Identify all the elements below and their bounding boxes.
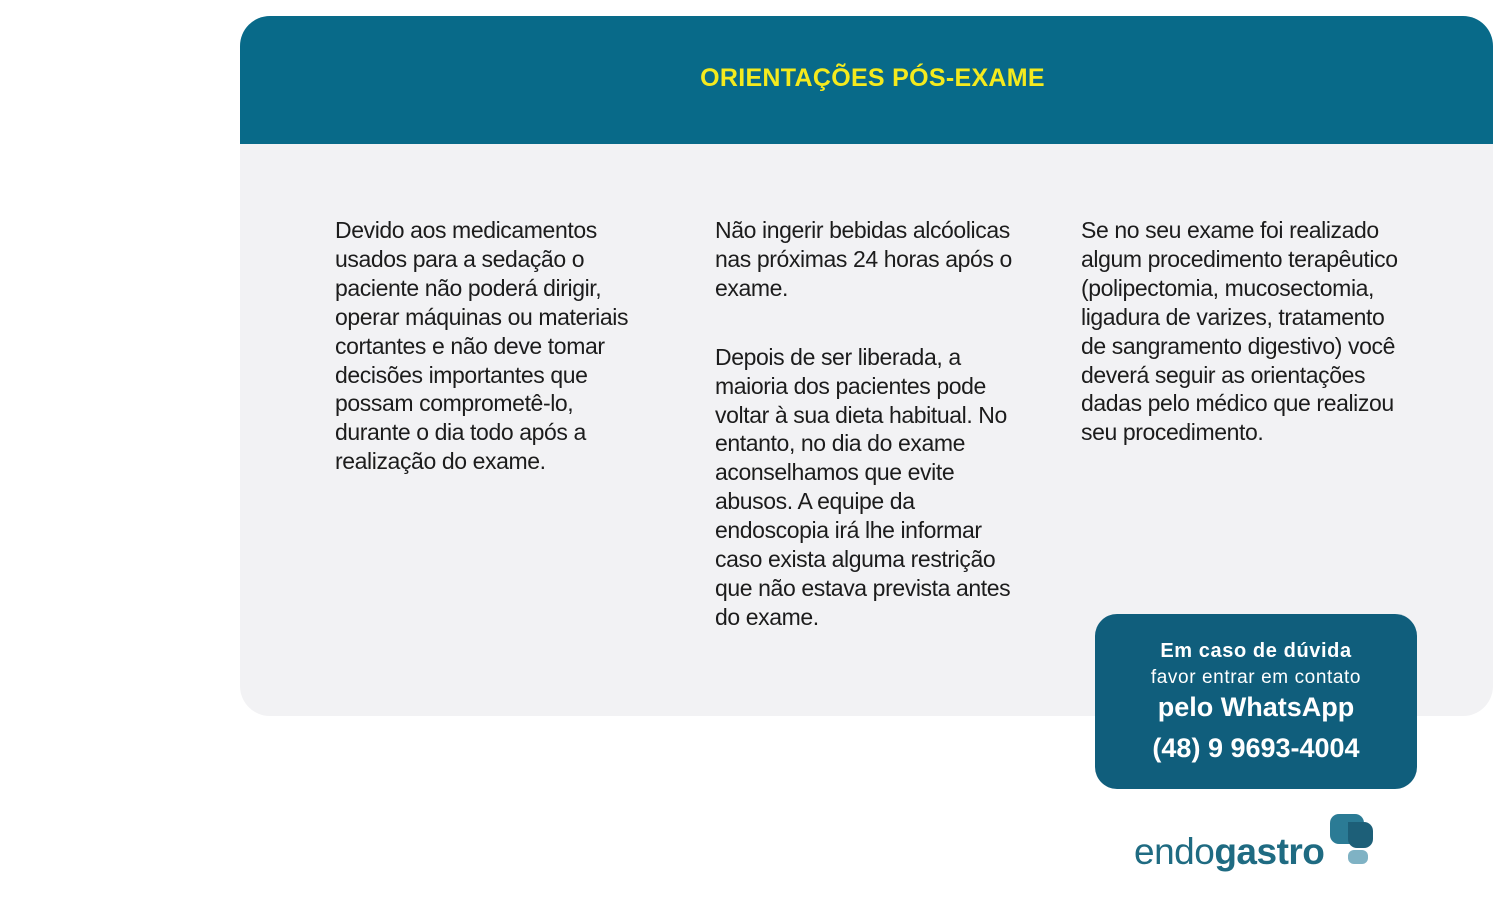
speech-bubbles-logo-icon	[1328, 812, 1378, 868]
paragraph-diet: Depois de ser liberada, a maioria dos pacientes pode voltar à sua dieta habitual. No entanto, no dia do exame aconselhamos que evite abusos. A equipe da endoscopia irá lhe informar caso exista alguma restrição que não estava prevista antes do exame.	[715, 343, 1011, 630]
whatsapp-contact-box	[1095, 614, 1417, 789]
column-sedation	[335, 216, 645, 476]
page-title: ORIENTAÇÕES PÓS-EXAME	[700, 63, 1045, 92]
card-header	[240, 16, 1493, 144]
column-diet	[715, 216, 1020, 632]
contact-line-1: Em caso de dúvida	[1160, 640, 1352, 662]
logo-text-gastro: gastro	[1214, 831, 1325, 872]
logo-wordmark	[1134, 832, 1324, 872]
contact-phone: (48) 9 9693-4004	[1152, 733, 1360, 763]
logo-text-endo: endo	[1134, 831, 1215, 872]
paragraph-alcohol: Não ingerir bebidas alcóolicas nas próximas 24 horas após o exame.	[715, 217, 1012, 301]
contact-line-3: pelo WhatsApp	[1157, 692, 1355, 722]
paragraph-sedation: Devido aos medicamentos usados para a sedação o paciente não poderá dirigir, operar máquinas ou materiais cortantes e não deve tomar decisões importantes que possam comprometê-lo, durante o dia todo após a realização do exame.	[335, 217, 629, 475]
column-procedure	[1081, 216, 1401, 447]
paragraph-procedure: Se no seu exame foi realizado algum procedimento terapêutico (polipectomia, mucosectomia, ligadura de varizes, tratamento de sangramento digestivo) você deverá seguir as orientações dadas pelo médico que realizou seu procedimento.	[1081, 217, 1398, 446]
endogastro-logo	[1134, 812, 1384, 878]
contact-line-2: favor entrar em contato	[1150, 667, 1362, 688]
